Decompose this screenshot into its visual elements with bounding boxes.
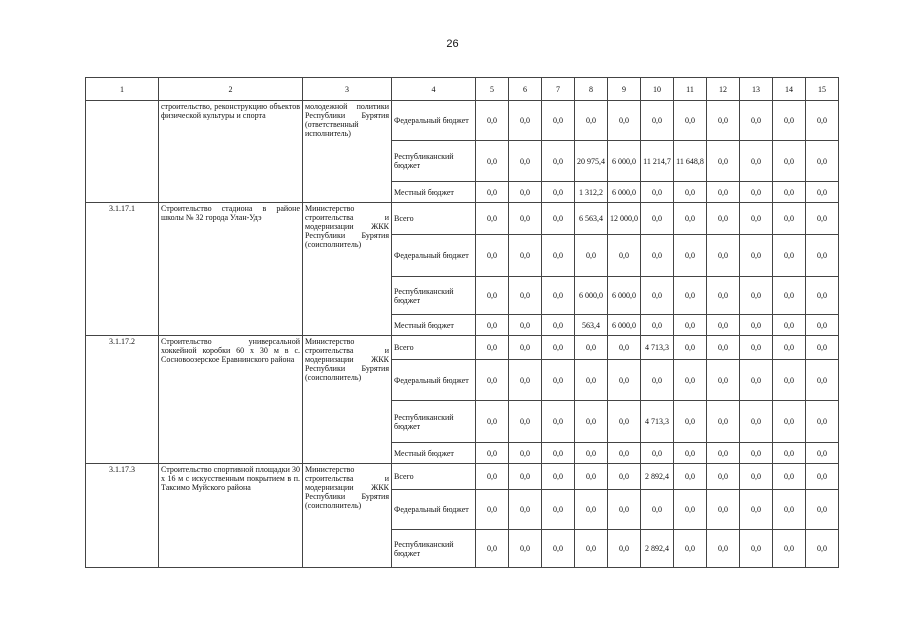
value-cell: 0,0 xyxy=(476,490,509,530)
column-number-cell: 6 xyxy=(509,78,542,101)
value-cell: 0,0 xyxy=(806,336,839,360)
value-cell: 563,4 xyxy=(575,315,608,336)
value-cell: 0,0 xyxy=(608,336,641,360)
value-cell: 0,0 xyxy=(674,235,707,277)
value-cell: 0,0 xyxy=(773,530,806,568)
value-cell: 0,0 xyxy=(542,277,575,315)
value-cell: 0,0 xyxy=(476,443,509,464)
value-cell: 0,0 xyxy=(707,277,740,315)
value-cell: 0,0 xyxy=(641,277,674,315)
item-name: Строительство универсальной хоккейной коробки 60 х 30 м в с. Сосновоозерское Еравнинского района xyxy=(159,336,303,464)
value-cell: 0,0 xyxy=(476,401,509,443)
value-cell: 0,0 xyxy=(509,530,542,568)
item-executor: молодежной политики Республики Бурятия (ответственный исполнитель) xyxy=(303,101,392,203)
item-name: Строительство стадиона в районе школы № 32 города Улан-Удэ xyxy=(159,203,303,336)
funding-source: Федеральный бюджет xyxy=(392,235,476,277)
item-name: строительство, реконструкцию объектов физической культуры и спорта xyxy=(159,101,303,203)
value-cell: 0,0 xyxy=(542,203,575,235)
value-cell: 0,0 xyxy=(641,443,674,464)
value-cell: 0,0 xyxy=(773,360,806,401)
value-cell: 0,0 xyxy=(773,443,806,464)
funding-source: Местный бюджет xyxy=(392,443,476,464)
value-cell: 0,0 xyxy=(707,336,740,360)
value-cell: 20 975,4 xyxy=(575,141,608,182)
column-number-cell: 14 xyxy=(773,78,806,101)
item-executor: Министерство строительства и модернизации ЖКК Республики Бурятия (соисполнитель) xyxy=(303,464,392,568)
value-cell: 0,0 xyxy=(806,101,839,141)
value-cell: 0,0 xyxy=(773,203,806,235)
value-cell: 0,0 xyxy=(608,401,641,443)
value-cell: 0,0 xyxy=(509,277,542,315)
funding-source: Всего xyxy=(392,464,476,490)
value-cell: 0,0 xyxy=(707,101,740,141)
value-cell: 0,0 xyxy=(806,530,839,568)
value-cell: 0,0 xyxy=(608,464,641,490)
value-cell: 0,0 xyxy=(674,101,707,141)
value-cell: 0,0 xyxy=(608,443,641,464)
funding-source: Федеральный бюджет xyxy=(392,490,476,530)
value-cell: 11 648,8 xyxy=(674,141,707,182)
value-cell: 0,0 xyxy=(674,360,707,401)
value-cell: 0,0 xyxy=(674,182,707,203)
item-executor: Министерство строительства и модернизации ЖКК Республики Бурятия (соисполнитель) xyxy=(303,203,392,336)
value-cell: 0,0 xyxy=(707,443,740,464)
funding-source: Федеральный бюджет xyxy=(392,360,476,401)
page-number: 26 xyxy=(446,38,459,50)
value-cell: 0,0 xyxy=(476,336,509,360)
value-cell: 0,0 xyxy=(740,336,773,360)
value-cell: 0,0 xyxy=(575,101,608,141)
value-cell: 0,0 xyxy=(509,443,542,464)
value-cell: 0,0 xyxy=(740,101,773,141)
value-cell: 0,0 xyxy=(476,530,509,568)
column-number-cell: 2 xyxy=(159,78,303,101)
value-cell: 0,0 xyxy=(641,315,674,336)
value-cell: 0,0 xyxy=(773,141,806,182)
value-cell: 0,0 xyxy=(707,235,740,277)
value-cell: 0,0 xyxy=(509,336,542,360)
value-cell: 0,0 xyxy=(542,360,575,401)
value-cell: 0,0 xyxy=(575,336,608,360)
value-cell: 0,0 xyxy=(674,203,707,235)
value-cell: 0,0 xyxy=(740,464,773,490)
funding-source: Республиканский бюджет xyxy=(392,277,476,315)
value-cell: 0,0 xyxy=(674,464,707,490)
column-number-cell: 13 xyxy=(740,78,773,101)
value-cell: 0,0 xyxy=(476,360,509,401)
value-cell: 6 000,0 xyxy=(575,277,608,315)
table-row xyxy=(86,336,839,360)
value-cell: 0,0 xyxy=(542,530,575,568)
item-code: 3.1.17.2 xyxy=(86,336,159,464)
funding-source: Республиканский бюджет xyxy=(392,401,476,443)
column-number-cell: 7 xyxy=(542,78,575,101)
value-cell: 0,0 xyxy=(674,315,707,336)
value-cell: 0,0 xyxy=(707,203,740,235)
column-number-cell: 1 xyxy=(86,78,159,101)
value-cell: 0,0 xyxy=(608,101,641,141)
column-number-cell: 8 xyxy=(575,78,608,101)
value-cell: 0,0 xyxy=(509,360,542,401)
funding-source: Всего xyxy=(392,203,476,235)
value-cell: 0,0 xyxy=(740,530,773,568)
value-cell: 0,0 xyxy=(773,101,806,141)
value-cell: 6 000,0 xyxy=(608,277,641,315)
value-cell: 0,0 xyxy=(773,315,806,336)
value-cell: 0,0 xyxy=(542,490,575,530)
value-cell: 0,0 xyxy=(641,203,674,235)
value-cell: 0,0 xyxy=(674,490,707,530)
value-cell: 0,0 xyxy=(773,464,806,490)
value-cell: 0,0 xyxy=(740,203,773,235)
value-cell: 6 000,0 xyxy=(608,182,641,203)
value-cell: 0,0 xyxy=(674,277,707,315)
value-cell: 0,0 xyxy=(707,490,740,530)
value-cell: 0,0 xyxy=(509,141,542,182)
value-cell: 0,0 xyxy=(641,235,674,277)
value-cell: 0,0 xyxy=(509,235,542,277)
value-cell: 0,0 xyxy=(608,490,641,530)
value-cell: 0,0 xyxy=(806,182,839,203)
value-cell: 0,0 xyxy=(641,360,674,401)
value-cell: 0,0 xyxy=(575,360,608,401)
value-cell: 0,0 xyxy=(773,182,806,203)
column-number-cell: 15 xyxy=(806,78,839,101)
value-cell: 0,0 xyxy=(773,490,806,530)
value-cell: 0,0 xyxy=(806,490,839,530)
column-number-row xyxy=(86,78,839,101)
table-body xyxy=(86,78,839,568)
value-cell: 0,0 xyxy=(509,315,542,336)
value-cell: 0,0 xyxy=(542,182,575,203)
value-cell: 0,0 xyxy=(773,277,806,315)
funding-source: Республиканский бюджет xyxy=(392,530,476,568)
value-cell: 0,0 xyxy=(707,141,740,182)
item-executor: Министерство строительства и модернизации ЖКК Республики Бурятия (соисполнитель) xyxy=(303,336,392,464)
table-row xyxy=(86,464,839,490)
value-cell: 0,0 xyxy=(806,277,839,315)
value-cell: 0,0 xyxy=(476,182,509,203)
value-cell: 0,0 xyxy=(740,443,773,464)
value-cell: 0,0 xyxy=(707,360,740,401)
value-cell: 0,0 xyxy=(542,401,575,443)
value-cell: 0,0 xyxy=(773,235,806,277)
value-cell: 0,0 xyxy=(806,141,839,182)
value-cell: 0,0 xyxy=(806,464,839,490)
table-row xyxy=(86,203,839,235)
column-number-cell: 11 xyxy=(674,78,707,101)
item-name: Строительство спортивной площадки 30 х 16 м с искусственным покрытием в п. Таксимо Муйского района xyxy=(159,464,303,568)
value-cell: 0,0 xyxy=(575,490,608,530)
value-cell: 0,0 xyxy=(674,336,707,360)
value-cell: 0,0 xyxy=(740,315,773,336)
value-cell: 0,0 xyxy=(608,360,641,401)
value-cell: 0,0 xyxy=(509,101,542,141)
value-cell: 6 563,4 xyxy=(575,203,608,235)
value-cell: 0,0 xyxy=(740,235,773,277)
column-number-cell: 9 xyxy=(608,78,641,101)
value-cell: 4 713,3 xyxy=(641,336,674,360)
value-cell: 12 000,0 xyxy=(608,203,641,235)
value-cell: 0,0 xyxy=(476,101,509,141)
value-cell: 0,0 xyxy=(707,401,740,443)
value-cell: 0,0 xyxy=(707,530,740,568)
value-cell: 0,0 xyxy=(641,101,674,141)
value-cell: 0,0 xyxy=(674,401,707,443)
budget-table xyxy=(85,77,839,568)
value-cell: 0,0 xyxy=(509,401,542,443)
value-cell: 0,0 xyxy=(509,490,542,530)
value-cell: 0,0 xyxy=(542,141,575,182)
funding-source: Республиканский бюджет xyxy=(392,141,476,182)
item-code: 3.1.17.3 xyxy=(86,464,159,568)
funding-source: Местный бюджет xyxy=(392,182,476,203)
value-cell: 0,0 xyxy=(542,235,575,277)
column-number-cell: 4 xyxy=(392,78,476,101)
funding-source: Федеральный бюджет xyxy=(392,101,476,141)
value-cell: 0,0 xyxy=(773,401,806,443)
value-cell: 0,0 xyxy=(608,235,641,277)
value-cell: 0,0 xyxy=(740,360,773,401)
value-cell: 0,0 xyxy=(542,464,575,490)
value-cell: 0,0 xyxy=(806,360,839,401)
value-cell: 2 892,4 xyxy=(641,464,674,490)
value-cell: 0,0 xyxy=(608,530,641,568)
value-cell: 0,0 xyxy=(575,464,608,490)
value-cell: 0,0 xyxy=(740,490,773,530)
funding-source: Местный бюджет xyxy=(392,315,476,336)
value-cell: 0,0 xyxy=(476,203,509,235)
value-cell: 0,0 xyxy=(740,401,773,443)
value-cell: 0,0 xyxy=(707,315,740,336)
value-cell: 6 000,0 xyxy=(608,315,641,336)
column-number-cell: 10 xyxy=(641,78,674,101)
value-cell: 0,0 xyxy=(641,490,674,530)
value-cell: 0,0 xyxy=(740,141,773,182)
value-cell: 0,0 xyxy=(806,203,839,235)
column-number-cell: 12 xyxy=(707,78,740,101)
value-cell: 0,0 xyxy=(806,235,839,277)
value-cell: 0,0 xyxy=(542,336,575,360)
value-cell: 0,0 xyxy=(575,401,608,443)
value-cell: 4 713,3 xyxy=(641,401,674,443)
funding-source: Всего xyxy=(392,336,476,360)
value-cell: 0,0 xyxy=(509,464,542,490)
value-cell: 0,0 xyxy=(542,101,575,141)
value-cell: 0,0 xyxy=(773,336,806,360)
value-cell: 0,0 xyxy=(542,315,575,336)
value-cell: 11 214,7 xyxy=(641,141,674,182)
value-cell: 0,0 xyxy=(476,464,509,490)
value-cell: 0,0 xyxy=(575,530,608,568)
value-cell: 0,0 xyxy=(806,443,839,464)
value-cell: 0,0 xyxy=(674,530,707,568)
value-cell: 6 000,0 xyxy=(608,141,641,182)
value-cell: 0,0 xyxy=(674,443,707,464)
value-cell: 0,0 xyxy=(542,443,575,464)
value-cell: 0,0 xyxy=(575,443,608,464)
value-cell: 0,0 xyxy=(575,235,608,277)
item-code xyxy=(86,101,159,203)
value-cell: 0,0 xyxy=(476,235,509,277)
item-code: 3.1.17.1 xyxy=(86,203,159,336)
value-cell: 0,0 xyxy=(476,277,509,315)
value-cell: 0,0 xyxy=(476,141,509,182)
value-cell: 0,0 xyxy=(509,203,542,235)
value-cell: 0,0 xyxy=(476,315,509,336)
column-number-cell: 3 xyxy=(303,78,392,101)
value-cell: 0,0 xyxy=(707,464,740,490)
table-row xyxy=(86,101,839,141)
value-cell: 0,0 xyxy=(806,401,839,443)
value-cell: 0,0 xyxy=(509,182,542,203)
value-cell: 0,0 xyxy=(707,182,740,203)
value-cell: 2 892,4 xyxy=(641,530,674,568)
value-cell: 0,0 xyxy=(740,182,773,203)
value-cell: 1 312,2 xyxy=(575,182,608,203)
value-cell: 0,0 xyxy=(740,277,773,315)
value-cell: 0,0 xyxy=(641,182,674,203)
value-cell: 0,0 xyxy=(806,315,839,336)
column-number-cell: 5 xyxy=(476,78,509,101)
